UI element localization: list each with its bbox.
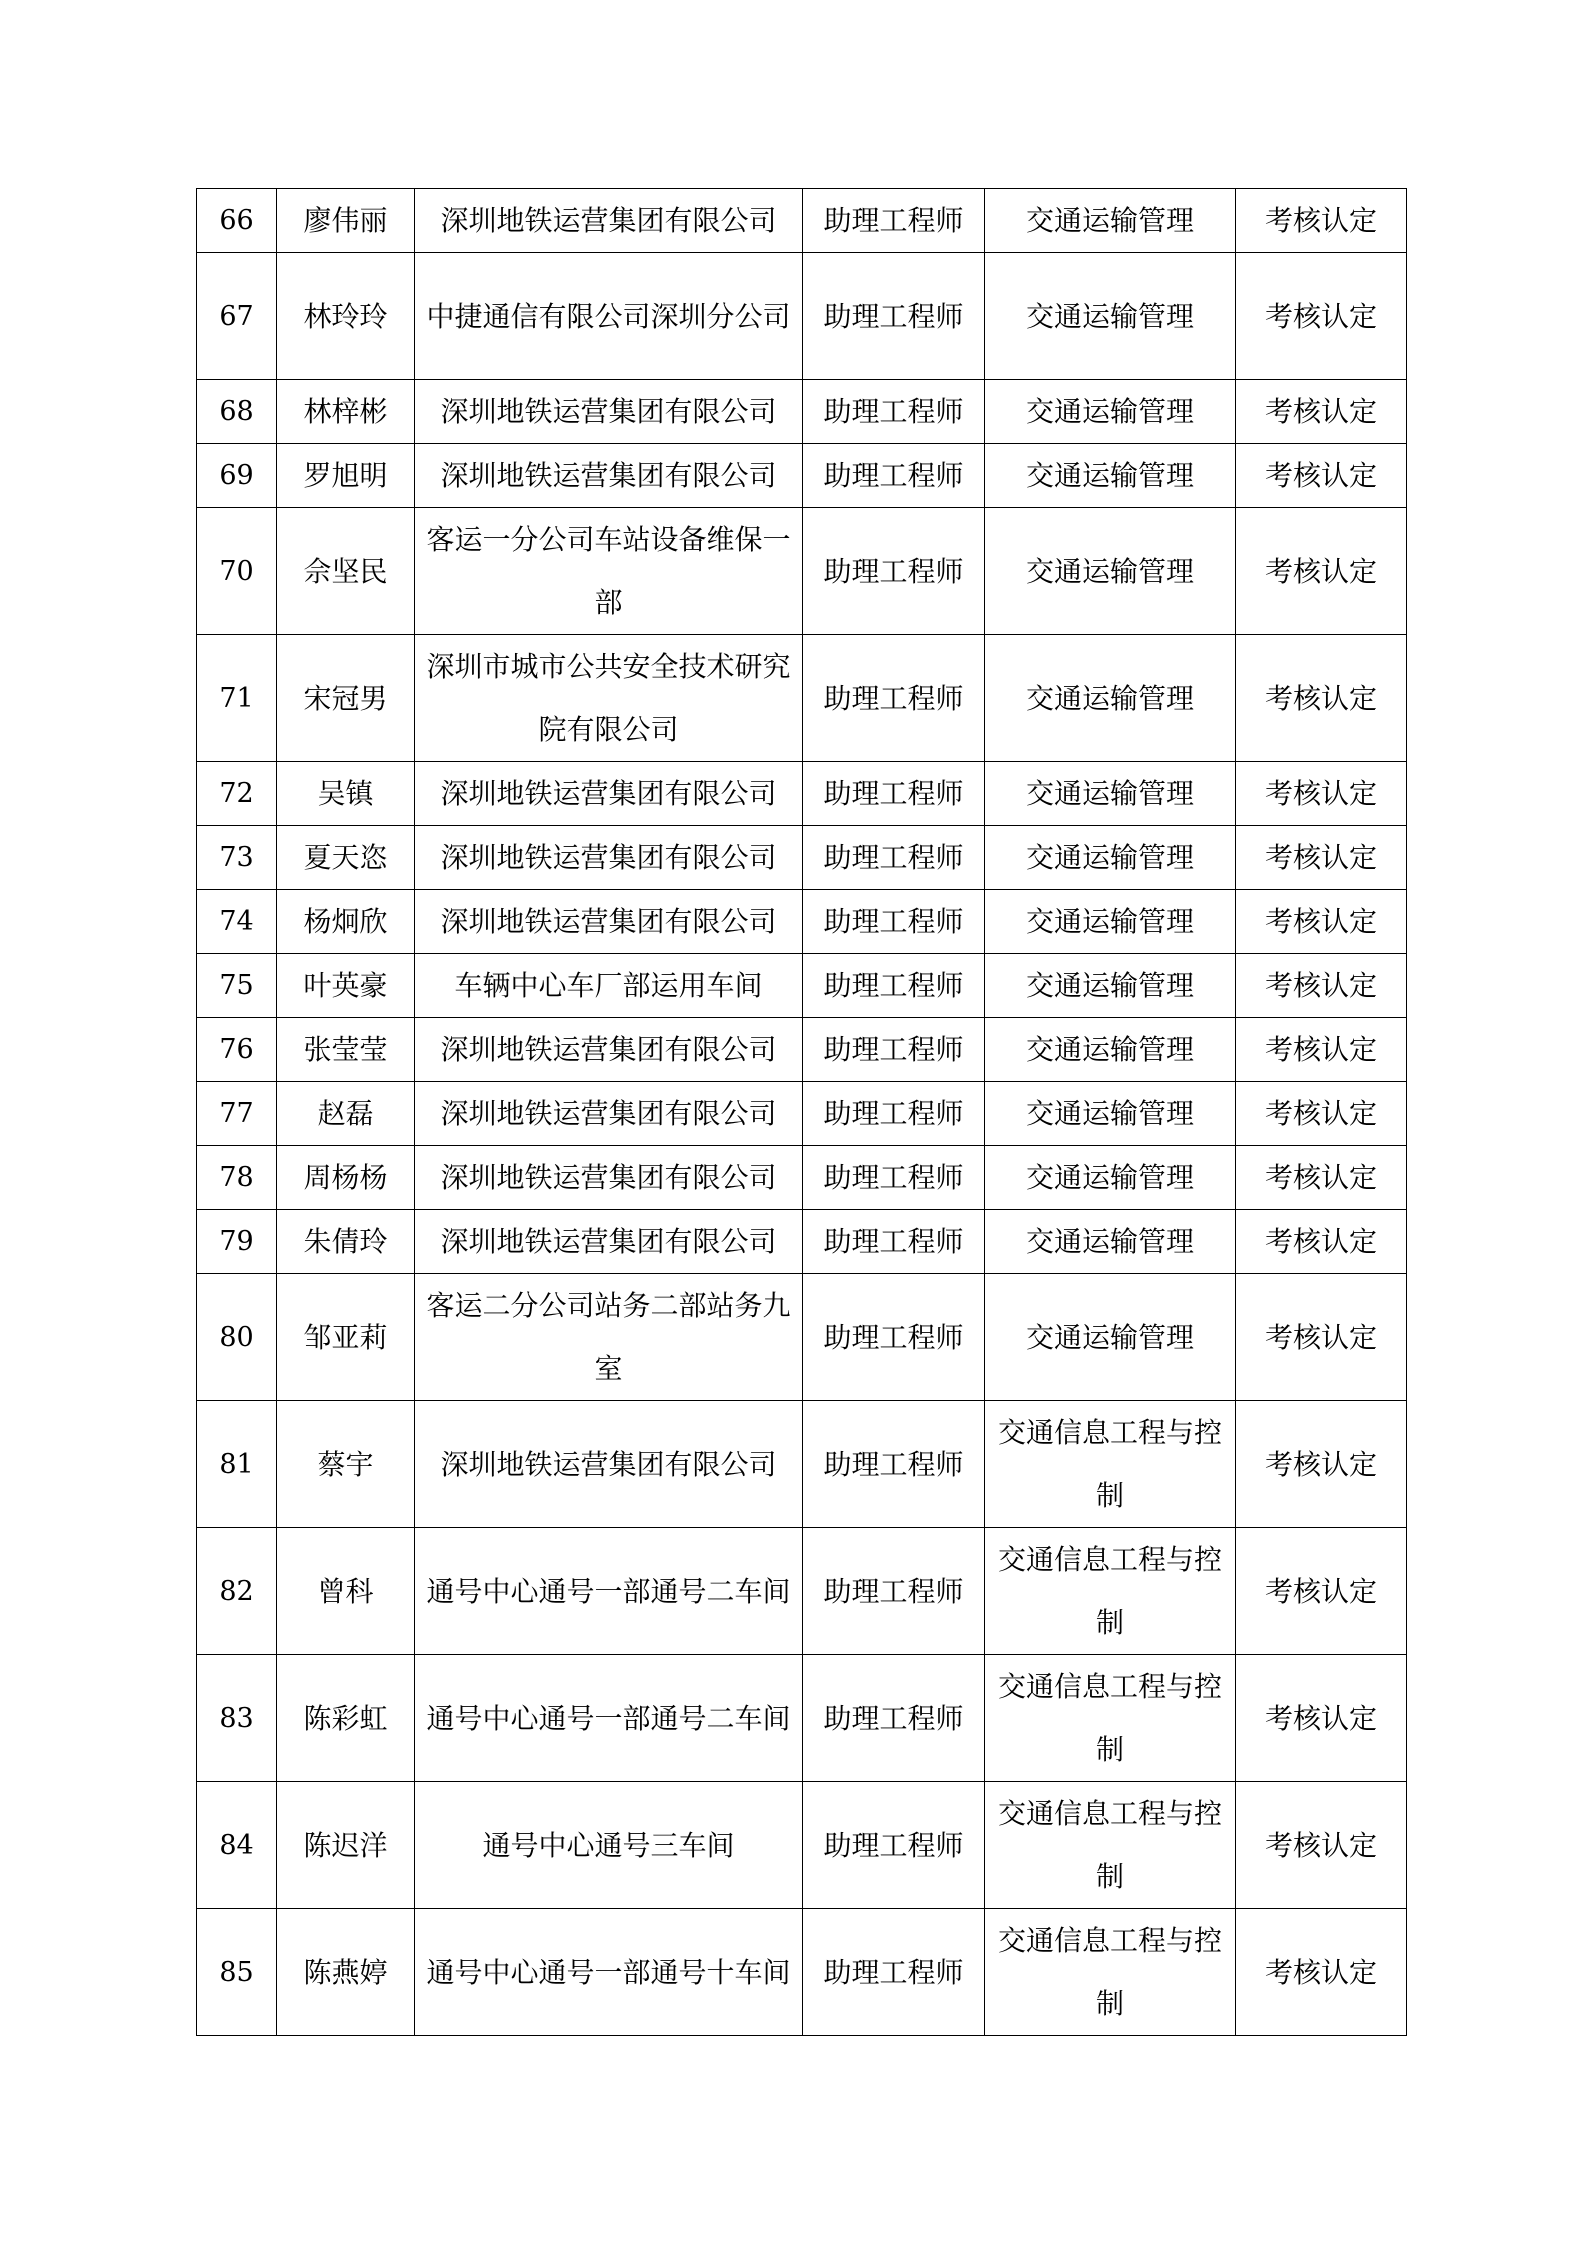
person-name: 林玲玲 xyxy=(277,253,415,380)
specialty: 交通信息工程与控制 xyxy=(985,1655,1236,1782)
table-row xyxy=(197,762,1407,826)
specialty: 交通信息工程与控制 xyxy=(985,1401,1236,1528)
row-number: 82 xyxy=(197,1528,277,1655)
person-name: 陈燕婷 xyxy=(277,1909,415,2036)
table-row xyxy=(197,189,1407,253)
title-level: 助理工程师 xyxy=(803,1401,985,1528)
person-name: 夏天恣 xyxy=(277,826,415,890)
specialty: 交通运输管理 xyxy=(985,189,1236,253)
table-row xyxy=(197,253,1407,380)
title-level: 助理工程师 xyxy=(803,635,985,762)
specialty: 交通运输管理 xyxy=(985,954,1236,1018)
organization: 通号中心通号一部通号二车间 xyxy=(415,1528,803,1655)
table-row xyxy=(197,826,1407,890)
roster-sheet xyxy=(196,188,1406,2036)
organization: 深圳地铁运营集团有限公司 xyxy=(415,890,803,954)
roster-table xyxy=(196,188,1407,2036)
table-row xyxy=(197,1528,1407,1655)
table-row xyxy=(197,1082,1407,1146)
assessment-method: 考核认定 xyxy=(1236,635,1407,762)
specialty: 交通运输管理 xyxy=(985,253,1236,380)
row-number: 78 xyxy=(197,1146,277,1210)
row-number: 79 xyxy=(197,1210,277,1274)
assessment-method: 考核认定 xyxy=(1236,890,1407,954)
organization: 深圳地铁运营集团有限公司 xyxy=(415,1210,803,1274)
assessment-method: 考核认定 xyxy=(1236,508,1407,635)
title-level: 助理工程师 xyxy=(803,444,985,508)
assessment-method: 考核认定 xyxy=(1236,1018,1407,1082)
table-row xyxy=(197,1018,1407,1082)
row-number: 77 xyxy=(197,1082,277,1146)
organization: 车辆中心车厂部运用车间 xyxy=(415,954,803,1018)
title-level: 助理工程师 xyxy=(803,1146,985,1210)
title-level: 助理工程师 xyxy=(803,508,985,635)
assessment-method: 考核认定 xyxy=(1236,1146,1407,1210)
specialty: 交通运输管理 xyxy=(985,826,1236,890)
row-number: 66 xyxy=(197,189,277,253)
person-name: 罗旭明 xyxy=(277,444,415,508)
organization: 通号中心通号一部通号十车间 xyxy=(415,1909,803,2036)
table-row xyxy=(197,635,1407,762)
organization: 深圳地铁运营集团有限公司 xyxy=(415,1401,803,1528)
title-level: 助理工程师 xyxy=(803,1655,985,1782)
table-row xyxy=(197,508,1407,635)
title-level: 助理工程师 xyxy=(803,1528,985,1655)
row-number: 69 xyxy=(197,444,277,508)
specialty: 交通运输管理 xyxy=(985,890,1236,954)
specialty: 交通信息工程与控制 xyxy=(985,1782,1236,1909)
person-name: 赵磊 xyxy=(277,1082,415,1146)
title-level: 助理工程师 xyxy=(803,1909,985,2036)
table-row xyxy=(197,1146,1407,1210)
person-name: 杨炯欣 xyxy=(277,890,415,954)
table-row xyxy=(197,1210,1407,1274)
person-name: 廖伟丽 xyxy=(277,189,415,253)
row-number: 70 xyxy=(197,508,277,635)
person-name: 林梓彬 xyxy=(277,380,415,444)
row-number: 71 xyxy=(197,635,277,762)
assessment-method: 考核认定 xyxy=(1236,826,1407,890)
row-number: 84 xyxy=(197,1782,277,1909)
title-level: 助理工程师 xyxy=(803,253,985,380)
person-name: 蔡宇 xyxy=(277,1401,415,1528)
title-level: 助理工程师 xyxy=(803,890,985,954)
person-name: 叶英豪 xyxy=(277,954,415,1018)
organization: 深圳地铁运营集团有限公司 xyxy=(415,380,803,444)
assessment-method: 考核认定 xyxy=(1236,1782,1407,1909)
row-number: 76 xyxy=(197,1018,277,1082)
assessment-method: 考核认定 xyxy=(1236,1082,1407,1146)
assessment-method: 考核认定 xyxy=(1236,1909,1407,2036)
organization: 中捷通信有限公司深圳分公司 xyxy=(415,253,803,380)
organization: 深圳地铁运营集团有限公司 xyxy=(415,1018,803,1082)
table-row xyxy=(197,954,1407,1018)
person-name: 朱倩玲 xyxy=(277,1210,415,1274)
assessment-method: 考核认定 xyxy=(1236,380,1407,444)
specialty: 交通运输管理 xyxy=(985,380,1236,444)
assessment-method: 考核认定 xyxy=(1236,1210,1407,1274)
organization: 深圳地铁运营集团有限公司 xyxy=(415,762,803,826)
specialty: 交通运输管理 xyxy=(985,508,1236,635)
title-level: 助理工程师 xyxy=(803,762,985,826)
specialty: 交通信息工程与控制 xyxy=(985,1528,1236,1655)
assessment-method: 考核认定 xyxy=(1236,954,1407,1018)
assessment-method: 考核认定 xyxy=(1236,1528,1407,1655)
specialty: 交通运输管理 xyxy=(985,635,1236,762)
row-number: 74 xyxy=(197,890,277,954)
row-number: 80 xyxy=(197,1274,277,1401)
specialty: 交通运输管理 xyxy=(985,1082,1236,1146)
organization: 深圳地铁运营集团有限公司 xyxy=(415,444,803,508)
organization: 深圳地铁运营集团有限公司 xyxy=(415,1146,803,1210)
person-name: 陈彩虹 xyxy=(277,1655,415,1782)
assessment-method: 考核认定 xyxy=(1236,1401,1407,1528)
title-level: 助理工程师 xyxy=(803,1210,985,1274)
row-number: 85 xyxy=(197,1909,277,2036)
assessment-method: 考核认定 xyxy=(1236,444,1407,508)
row-number: 67 xyxy=(197,253,277,380)
table-row xyxy=(197,1274,1407,1401)
title-level: 助理工程师 xyxy=(803,826,985,890)
row-number: 81 xyxy=(197,1401,277,1528)
specialty: 交通运输管理 xyxy=(985,1210,1236,1274)
organization: 客运一分公司车站设备维保一部 xyxy=(415,508,803,635)
specialty: 交通运输管理 xyxy=(985,444,1236,508)
table-row xyxy=(197,444,1407,508)
assessment-method: 考核认定 xyxy=(1236,189,1407,253)
specialty: 交通运输管理 xyxy=(985,1274,1236,1401)
title-level: 助理工程师 xyxy=(803,1782,985,1909)
title-level: 助理工程师 xyxy=(803,954,985,1018)
organization: 通号中心通号一部通号二车间 xyxy=(415,1655,803,1782)
organization: 深圳市城市公共安全技术研究院有限公司 xyxy=(415,635,803,762)
person-name: 吴镇 xyxy=(277,762,415,826)
row-number: 68 xyxy=(197,380,277,444)
table-row xyxy=(197,1401,1407,1528)
title-level: 助理工程师 xyxy=(803,1018,985,1082)
organization: 深圳地铁运营集团有限公司 xyxy=(415,189,803,253)
person-name: 陈迟洋 xyxy=(277,1782,415,1909)
organization: 深圳地铁运营集团有限公司 xyxy=(415,1082,803,1146)
organization: 深圳地铁运营集团有限公司 xyxy=(415,826,803,890)
person-name: 张莹莹 xyxy=(277,1018,415,1082)
assessment-method: 考核认定 xyxy=(1236,762,1407,826)
organization: 通号中心通号三车间 xyxy=(415,1782,803,1909)
title-level: 助理工程师 xyxy=(803,189,985,253)
specialty: 交通运输管理 xyxy=(985,1146,1236,1210)
person-name: 宋冠男 xyxy=(277,635,415,762)
person-name: 周杨杨 xyxy=(277,1146,415,1210)
organization: 客运二分公司站务二部站务九室 xyxy=(415,1274,803,1401)
title-level: 助理工程师 xyxy=(803,1082,985,1146)
row-number: 72 xyxy=(197,762,277,826)
person-name: 佘坚民 xyxy=(277,508,415,635)
title-level: 助理工程师 xyxy=(803,1274,985,1401)
specialty: 交通运输管理 xyxy=(985,762,1236,826)
table-row xyxy=(197,1782,1407,1909)
person-name: 邹亚莉 xyxy=(277,1274,415,1401)
row-number: 75 xyxy=(197,954,277,1018)
person-name: 曾科 xyxy=(277,1528,415,1655)
assessment-method: 考核认定 xyxy=(1236,253,1407,380)
specialty: 交通运输管理 xyxy=(985,1018,1236,1082)
title-level: 助理工程师 xyxy=(803,380,985,444)
table-row xyxy=(197,890,1407,954)
specialty: 交通信息工程与控制 xyxy=(985,1909,1236,2036)
assessment-method: 考核认定 xyxy=(1236,1655,1407,1782)
assessment-method: 考核认定 xyxy=(1236,1274,1407,1401)
table-row xyxy=(197,1909,1407,2036)
row-number: 83 xyxy=(197,1655,277,1782)
row-number: 73 xyxy=(197,826,277,890)
table-row xyxy=(197,1655,1407,1782)
table-row xyxy=(197,380,1407,444)
